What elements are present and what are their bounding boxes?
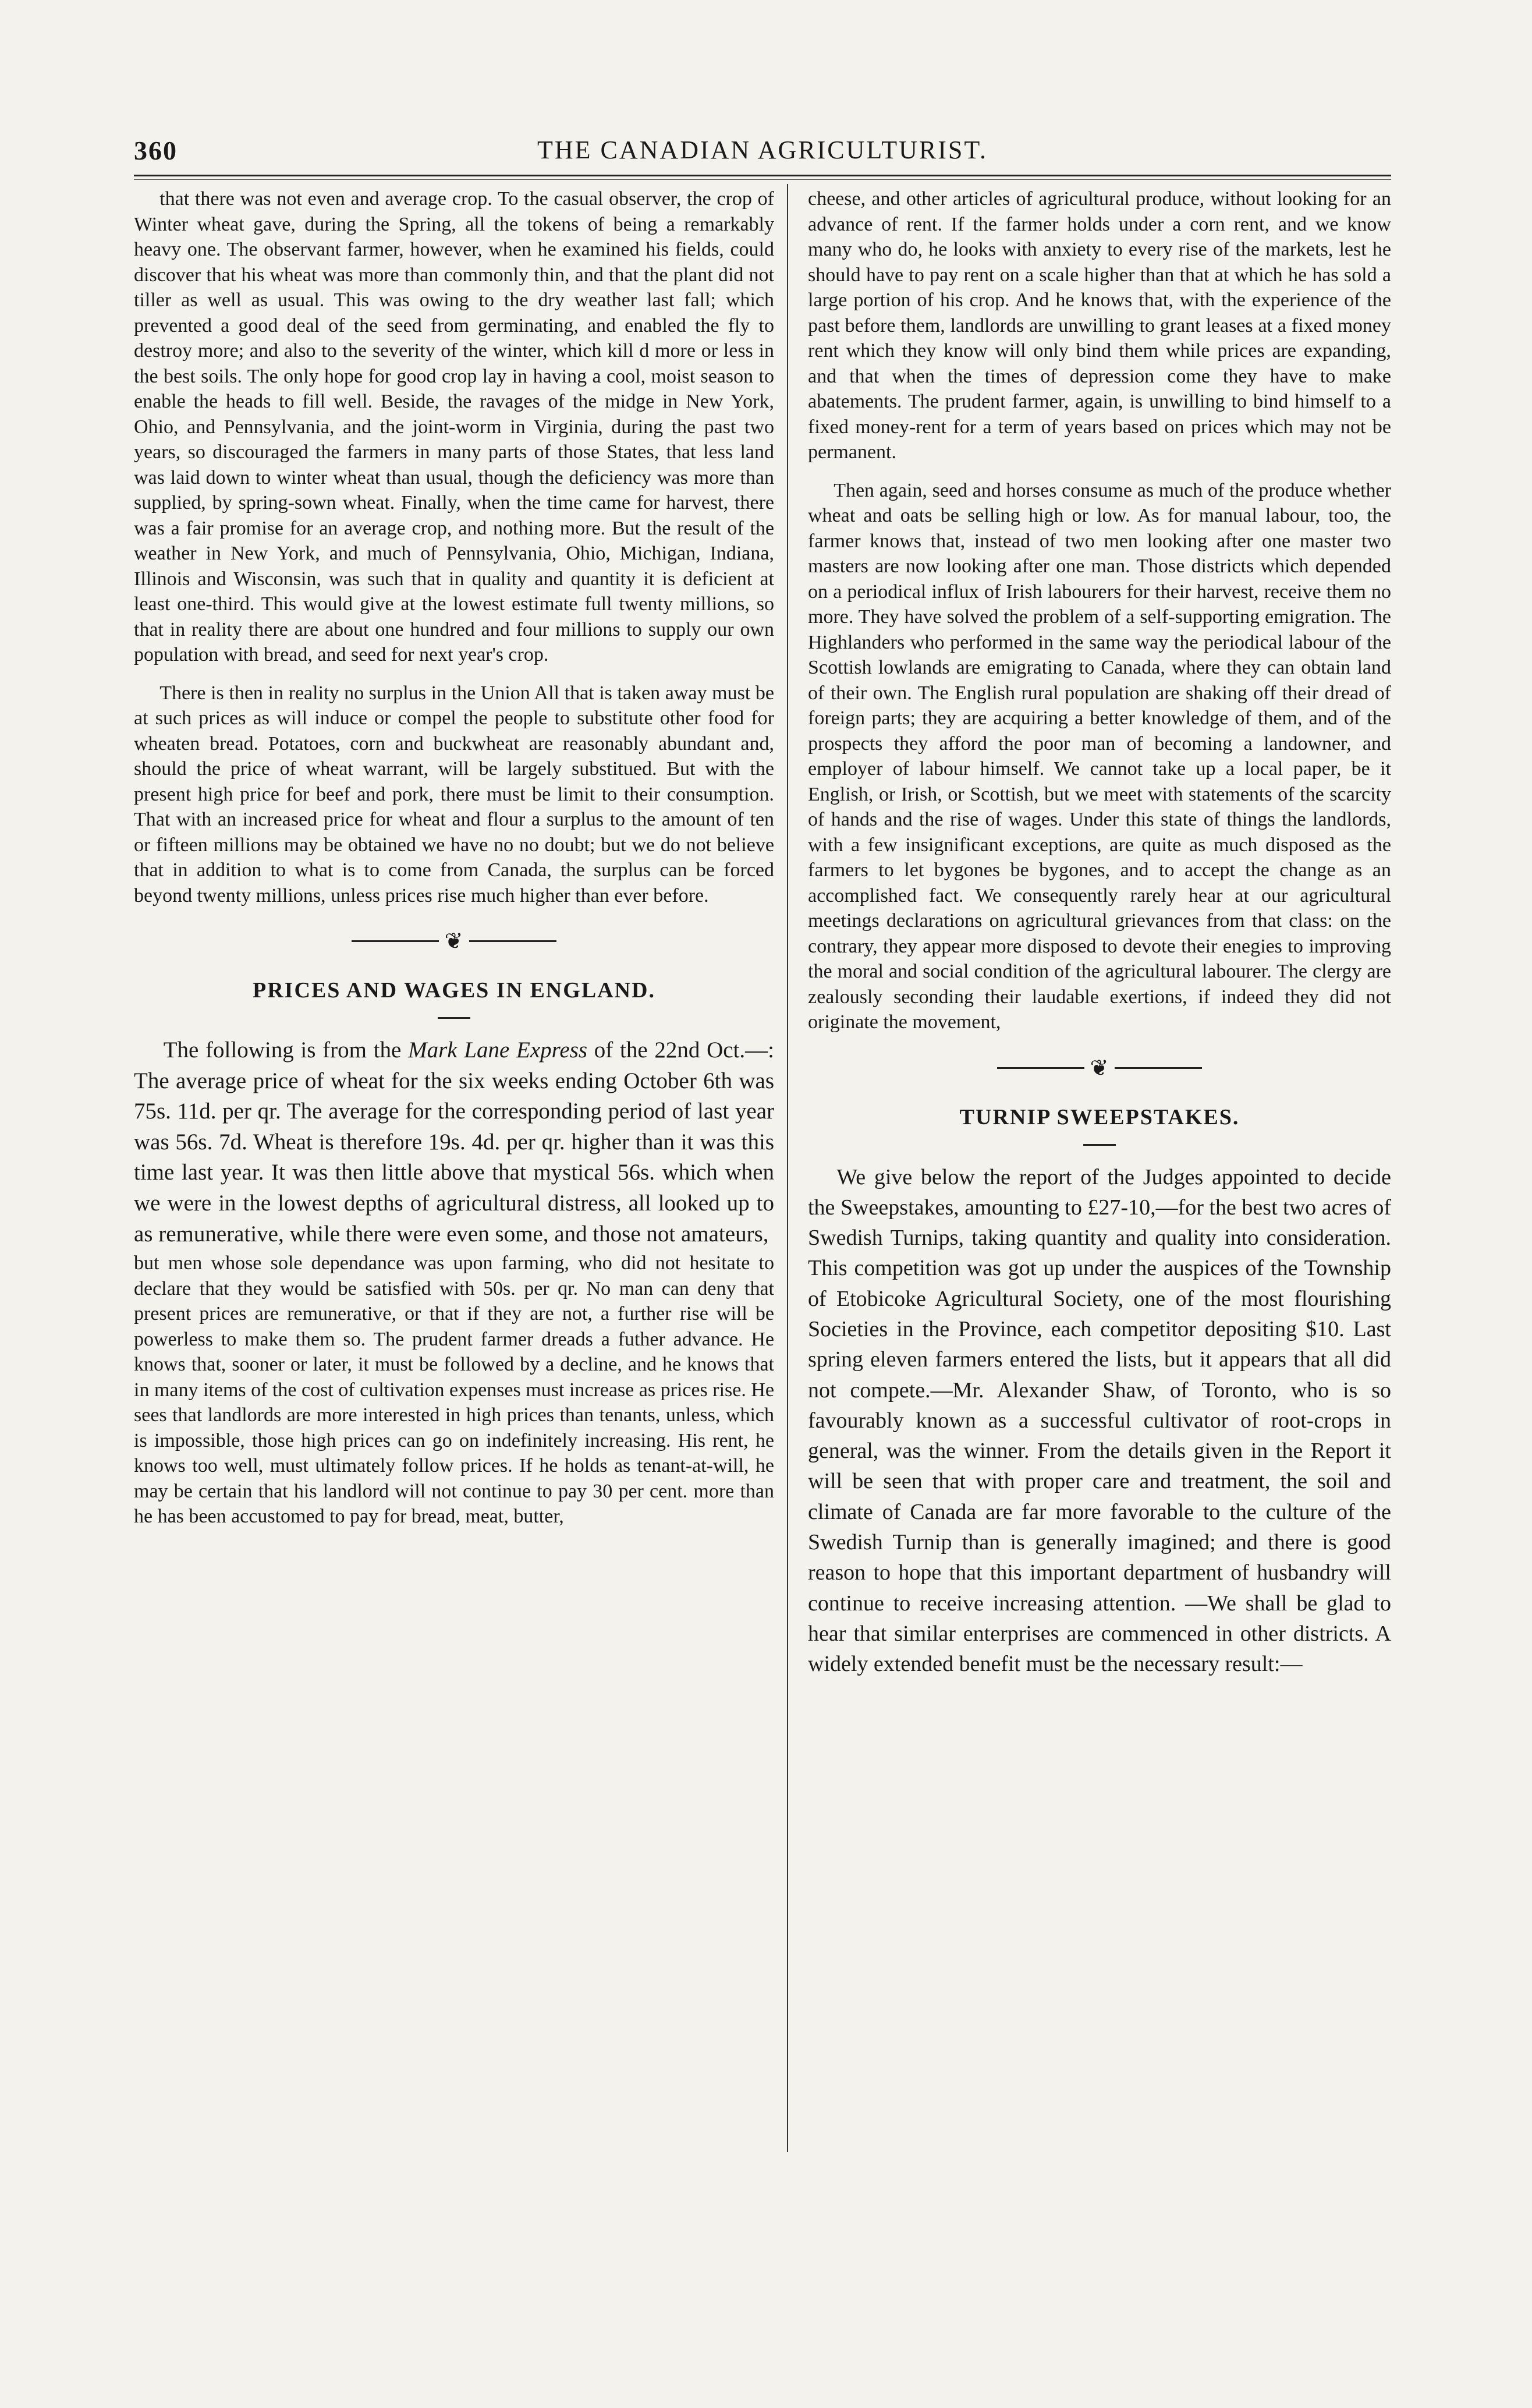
article-paragraph: We give below the report of the Judges appointed to decide the Sweepstakes, amounting to £27-10,—for the best two acres of Swedish Turnips, taking quantity and quality into consideration. This competition was got up under the auspices of the Township of Etobicoke Agricultural Society, one of the most flourishing Societies in the Province, each competitor depositing $10. Last spring eleven farmers entered the lists, but it appears that all did not compete.—Mr. Alexander Shaw, of Toronto, who is so favourably known as a successful cultivator of root-crops in general, was the winner. From the details given in the Report it will be seen that with proper care and treatment, the soil and climate of Canada are far more favorable to the culture of the Swedish Turnip than is generally imagined; and there is good reason to hope that this important department of husbandry will continue to receive increasing attention. —We shall be glad to hear that similar enterprises are commenced in other districts. A widely extended benefit must be the necessary result:— (808, 1164, 1391, 1677)
column-divider (787, 184, 788, 2152)
article-paragraph: that there was not even and average crop. To the casual observer, the crop of Winter wheat gave, during the Spring, all the tokens of being a remarkably heavy one. The observant farmer, however, when he examined his fields, could discover that his wheat was more than commonly thin, and that the plant did not tiller as well as usual. This was owing to the dry weather last fall; which prevented a good deal of the seed from germinating, and enabled the fly to destroy more; and also to the severity of the winter, which kill d more or less in the best soils. The only hope for good crop lay in having a cool, moist season to enable the heads to fill well. Beside, the ravages of the midge in New York, Ohio, and Pennsylvania, and the joint-worm in Virginia, during the past two years, so discouraged the farmers in many parts of those States, that less land was laid down to winter wheat than usual, though the deficiency was more than supplied, by spring-sown wheat. Finally, when the time came for harvest, there was a fair promise for an average crop, and nothing more. But the result of the weather in New York, and much of Pennsylvania, Ohio, Michigan, Indiana, Illinois and Wisconsin, was such that in quality and quantity it is deficient at least one-third. This would give at the lowest estimate full twenty millions, so that in reality there are about one hundred and four millions to supply our own population with bread, and seed for next year's crop. (134, 188, 774, 665)
section-heading-turnip-sweepstakes: TURNIP SWEEPSTAKES. (959, 1104, 1240, 1129)
section-ornament (134, 928, 774, 954)
article-paragraph-continued: but men whose sole dependance was upon farming, who did not hesitate to declare that they would be satisfied with 50s. per qr. No man can deny that present prices are remunerative, or that if they are not, a further rise will be powerless to make them so. The prudent farmer dreads a futher advance. He knows that, sooner or later, it must be followed by a decline, and he knows that in many items of the cost of cultivation expenses must increase as prices rise. He sees that landlords are more interested in high prices than tenants, unless, which is impossible, those high prices can go on indefinitely increasing. His rent, he knows too well, must ultimately follow prices. If he holds as tenant-at-will, he may be certain that his landlord will not continue to pay 30 per cent. more than he has been accustomed to pay for bread, meat, butter, (134, 1252, 774, 1528)
article-paragraph-continued: cheese, and other articles of agricultural produce, without looking for an advance of rent. If the farmer holds under a corn rent, and we know many who do, he looks with anxiety to every rise of the markets, lest he should have to pay rent on a scale higher than that at which he has sold a large portion of his crop. And he knows that, with the experience of the past before them, landlords are unwilling to grant leases at a fixed money rent which they know will only bind them while prices are expanding, and that when the times of depression come they have to make abatements. The prudent farmer, again, is unwilling to bind himself to a fixed money-rent for a term of years based on prices which may not be permanent. (808, 188, 1391, 463)
article-paragraph: The following is from the Mark Lane Express of the 22nd Oct.—: The average price of wheat for the six weeks ending October 6th was 75s. 11d. per qr. The average for the corresponding period of last year was 56s. 7d. Wheat is therefore 19s. 4d. per qr. higher than it was this time last year. It was then little above that mystical 56s. which when we were in the lowest depths of agricultural distress, all looked up to as remunerative, while there were even some, and those not amateurs, (134, 1037, 774, 1247)
publication-name: Mark Lane Express (408, 1037, 588, 1063)
running-title: THE CANADIAN AGRICULTURIST. (537, 136, 988, 164)
heading-rule (1083, 1144, 1116, 1146)
article-paragraph: There is then in reality no surplus in the Union All that is taken away must be at such prices as will induce or compel the people to substitute other food for wheaten bread. Potatoes, corn and buckwheat are reasonably abundant and, should the price of wheat warrant, will be largely substitued. But with the present high price for beef and pork, there must be limit to their consumption. That with an increased price for wheat and flour a surplus to the amount of ten or fifteen millions may be obtained we have no no doubt; but we do not believe that in addition to what is to come from Canada, the surplus can be forced beyond twenty millions, unless prices rise much higher than ever before. (134, 682, 774, 906)
page-header (134, 135, 1391, 170)
section-heading-prices-wages: PRICES AND WAGES IN ENGLAND. (253, 978, 655, 1003)
header-rule-thin (134, 179, 1391, 180)
ornament-icon: ❦ (1090, 1056, 1109, 1081)
heading-rule (438, 1017, 470, 1019)
page-number: 360 (134, 136, 178, 165)
header-rule (134, 175, 1391, 176)
article-paragraph: Then again, seed and horses consume as much of the produce whether wheat and oats be selling high or low. As for manual labour, too, the farmer knows that, instead of two men looking after one master two masters are now looking after one man. Those districts which depended on a periodical influx of Irish labourers for their harvest, receive them no more. They have solved the problem of a self-supporting emigration. The Highlanders who performed in the same way the periodical labour of the Scottish lowlands are emigrating to Canada, where they can obtain land of their own. The English rural population are shaking off their dread of foreign parts; they are acquiring a better knowledge of them, and of the prospects they afford the poor man of becoming a landowner, and employer of labour himself. We cannot take up a local paper, be it English, or Irish, or Scottish, but we meet with statements of the scarcity of hands and the rise of wages. Under this state of things the landlords, with a few insignificant exceptions, are quite as much disposed as the farmers to let bygones be bygones, and to accept the change as an accomplished fact. We consequently rarely hear at our agricultural meetings declarations on agricultural grievances from that class: on the contrary, they appear more disposed to devote their enegies to improving the moral and social condition of the agricultural labourer. The clergy are zealously seconding their laudable exertions, if indeed they did not originate the movement, (808, 479, 1391, 1033)
left-column (134, 186, 774, 1529)
section-ornament (808, 1055, 1391, 1081)
ornament-icon: ❦ (444, 929, 464, 954)
right-column (808, 186, 1391, 1680)
